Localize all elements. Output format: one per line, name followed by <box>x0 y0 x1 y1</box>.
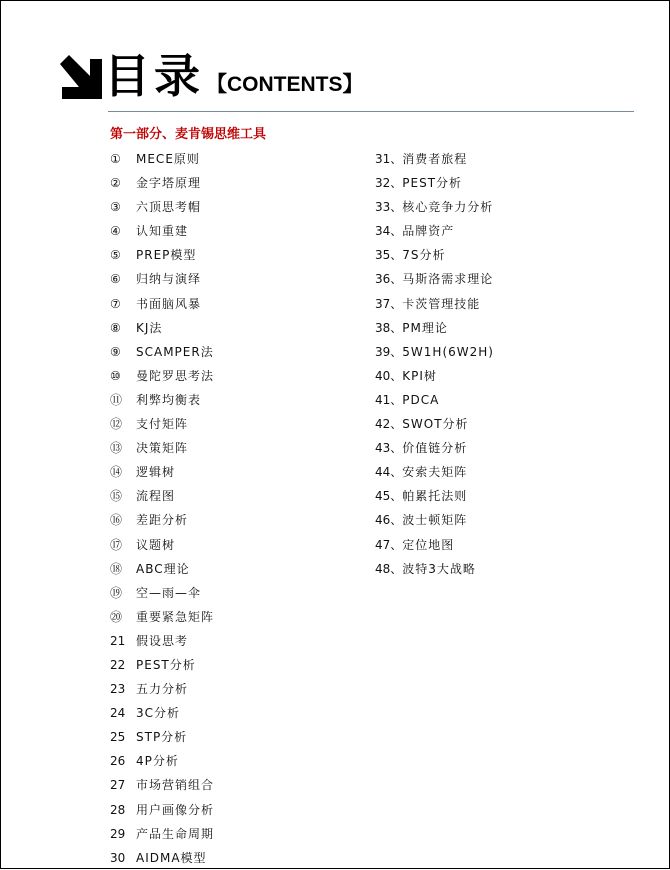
toc-item[interactable] <box>110 484 214 508</box>
toc-item[interactable] <box>110 605 214 629</box>
toc-item[interactable] <box>375 316 494 340</box>
toc-item-label: 价值链分析 <box>402 441 468 456</box>
toc-item-label: 六顶思考帽 <box>136 200 202 215</box>
toc-item-label: 用户画像分析 <box>136 802 215 817</box>
toc-item[interactable] <box>375 340 494 364</box>
toc-item-label: 差距分析 <box>136 513 189 528</box>
toc-item-label: 卡茨管理技能 <box>402 296 481 311</box>
toc-item-number: 31、 <box>375 152 403 166</box>
toc-item[interactable] <box>375 292 494 316</box>
arrow-down-right-icon <box>58 55 104 101</box>
toc-item-label: 核心竞争力分析 <box>402 200 494 215</box>
toc-item-label: 7S分析 <box>402 248 446 263</box>
toc-item-number: 33、 <box>375 200 403 215</box>
toc-item-label: 决策矩阵 <box>136 441 189 456</box>
toc-item-number: ⑬ <box>110 441 123 456</box>
toc-item[interactable] <box>110 219 214 243</box>
toc-item[interactable] <box>110 340 214 364</box>
toc-item-number: 39、 <box>375 344 403 359</box>
toc-item[interactable] <box>110 773 214 797</box>
toc-list-left <box>110 147 214 870</box>
toc-item[interactable] <box>375 508 494 532</box>
toc-item-label: 重要紧急矩阵 <box>136 609 215 624</box>
toc-item-number: ① <box>110 152 121 166</box>
toc-item-number: 41、 <box>375 392 403 407</box>
toc-item-label: PDCA <box>402 392 440 407</box>
toc-item-number: 40、 <box>375 368 403 383</box>
toc-item-number: ② <box>110 176 121 191</box>
divider <box>108 111 634 112</box>
toc-item[interactable] <box>110 749 214 773</box>
toc-item-label: 3C分析 <box>136 706 181 721</box>
toc-item-number: ⑮ <box>110 489 123 504</box>
toc-item[interactable] <box>375 267 494 291</box>
toc-item[interactable] <box>375 460 494 484</box>
toc-item-label: AIDMA模型 <box>136 850 207 865</box>
toc-item-number: ⑦ <box>110 296 121 311</box>
toc-item-label: 空—雨—伞 <box>136 585 202 600</box>
toc-item[interactable] <box>375 412 494 436</box>
toc-item-label: 支付矩阵 <box>136 417 189 432</box>
toc-item-label: 马斯洛需求理论 <box>402 272 494 287</box>
toc-item-label: 定位地图 <box>402 537 455 552</box>
toc-item-label: 议题树 <box>136 537 176 552</box>
section-heading: 第一部分、麦肯锡思维工具 <box>110 127 267 142</box>
toc-item-label: 产品生命周期 <box>136 826 215 841</box>
toc-item-number: 23 <box>110 682 126 697</box>
toc-item-number: 28 <box>110 802 126 817</box>
toc-item-number: ⑥ <box>110 272 121 287</box>
toc-item[interactable] <box>110 557 214 581</box>
toc-item[interactable] <box>110 677 214 701</box>
toc-item-number: 43、 <box>375 441 403 456</box>
toc-item-number: 42、 <box>375 417 403 432</box>
toc-item-label: 归纳与演绎 <box>136 272 202 287</box>
toc-item[interactable] <box>375 388 494 412</box>
toc-item-label: STP分析 <box>136 730 188 745</box>
toc-item-number: ⑪ <box>110 392 123 407</box>
toc-item-label: 品牌资产 <box>402 224 455 239</box>
toc-item[interactable] <box>110 292 214 316</box>
toc-item-number: 30 <box>110 850 126 865</box>
toc-item-label: 5W1H(6W2H) <box>402 344 494 359</box>
toc-item[interactable] <box>110 171 214 195</box>
toc-item-number: 36、 <box>375 272 403 287</box>
toc-item[interactable] <box>110 846 214 870</box>
toc-item[interactable] <box>375 364 494 388</box>
toc-item[interactable] <box>375 557 494 581</box>
toc-item-label: 利弊均衡表 <box>136 392 202 407</box>
toc-item-number: ④ <box>110 224 121 239</box>
toc-item-number: ⑨ <box>110 344 121 359</box>
toc-item-number: 25 <box>110 730 126 745</box>
toc-item-number: ⑫ <box>110 417 123 432</box>
toc-item-number: ⑱ <box>110 561 123 576</box>
toc-item[interactable] <box>110 460 214 484</box>
toc-item[interactable] <box>375 219 494 243</box>
toc-item-label: MECE原则 <box>136 152 200 166</box>
toc-item[interactable] <box>110 822 214 846</box>
toc-item-number: ⑩ <box>110 368 121 383</box>
toc-item[interactable] <box>110 436 214 460</box>
toc-list-right <box>375 147 494 581</box>
toc-item[interactable] <box>110 147 214 171</box>
toc-item-label: KPI树 <box>402 368 437 383</box>
toc-item-label: PEST分析 <box>136 657 196 672</box>
toc-item-label: 书面脑风暴 <box>136 296 202 311</box>
toc-item[interactable] <box>110 581 214 605</box>
toc-item-label: PEST分析 <box>402 176 463 191</box>
toc-item[interactable] <box>110 195 214 219</box>
toc-item[interactable] <box>110 364 214 388</box>
toc-item[interactable] <box>110 316 214 340</box>
toc-item[interactable] <box>110 725 214 749</box>
toc-item-number: 48、 <box>375 561 403 576</box>
toc-item-number: 22 <box>110 657 126 672</box>
toc-item-number: 38、 <box>375 320 403 335</box>
toc-item-number: ⑳ <box>110 609 123 624</box>
toc-item-number: 35、 <box>375 248 403 263</box>
toc-item-label: 流程图 <box>136 489 176 504</box>
toc-item[interactable] <box>375 436 494 460</box>
toc-item-label: SWOT分析 <box>402 417 469 432</box>
toc-item-number: 47、 <box>375 537 403 552</box>
toc-item-label: SCAMPER法 <box>136 344 214 359</box>
toc-item-label: 安索夫矩阵 <box>402 465 468 480</box>
toc-item-number: 45、 <box>375 489 403 504</box>
toc-item[interactable] <box>375 147 494 171</box>
toc-item-label: 认知重建 <box>136 224 189 239</box>
toc-item-number: 44、 <box>375 465 403 480</box>
toc-item[interactable] <box>110 508 214 532</box>
toc-item-label: 波士顿矩阵 <box>402 513 468 528</box>
toc-item-number: ⑤ <box>110 248 121 263</box>
toc-item-label: 曼陀罗思考法 <box>136 368 215 383</box>
toc-item-label: 金字塔原理 <box>136 176 202 191</box>
toc-item[interactable] <box>110 388 214 412</box>
page-subtitle: 【CONTENTS】 <box>206 73 364 96</box>
toc-item-label: PREP模型 <box>136 248 197 263</box>
toc-item[interactable] <box>110 533 214 557</box>
toc-item[interactable] <box>375 243 494 267</box>
toc-item[interactable] <box>110 653 214 677</box>
toc-item-number: ⑧ <box>110 320 121 335</box>
toc-item-label: 假设思考 <box>136 633 189 648</box>
toc-item-label: 消费者旅程 <box>402 152 468 166</box>
toc-item-label: PM理论 <box>402 320 448 335</box>
toc-item-label: 帕累托法则 <box>402 489 468 504</box>
toc-item-number: 32、 <box>375 176 403 191</box>
toc-item-number: ③ <box>110 200 121 215</box>
toc-item[interactable] <box>110 412 214 436</box>
toc-item[interactable] <box>110 243 214 267</box>
toc-item[interactable] <box>375 484 494 508</box>
toc-item-number: 37、 <box>375 296 403 311</box>
toc-item[interactable] <box>110 267 214 291</box>
toc-item[interactable] <box>375 195 494 219</box>
toc-item-number: 34、 <box>375 224 403 239</box>
toc-item-number: 27 <box>110 778 126 793</box>
toc-item-label: 五力分析 <box>136 682 189 697</box>
toc-item-label: 逻辑树 <box>136 465 176 480</box>
toc-item-number: 21 <box>110 633 126 648</box>
toc-item[interactable] <box>110 629 214 653</box>
toc-item[interactable] <box>375 533 494 557</box>
toc-item-label: ABC理论 <box>136 561 190 576</box>
toc-item-number: 26 <box>110 754 126 769</box>
toc-item-number: ⑭ <box>110 465 123 480</box>
toc-item-number: ⑲ <box>110 585 123 600</box>
toc-item-label: 市场营销组合 <box>136 778 215 793</box>
toc-item-label: KJ法 <box>136 320 163 335</box>
toc-item[interactable] <box>110 701 214 725</box>
toc-item-label: 波特3大战略 <box>402 561 476 576</box>
toc-item-number: 29 <box>110 826 126 841</box>
toc-item-number: 24 <box>110 706 126 721</box>
toc-item[interactable] <box>110 798 214 822</box>
toc-item-label: 4P分析 <box>136 754 179 769</box>
toc-item-number: 46、 <box>375 513 403 528</box>
page-title: 目录 <box>104 49 204 103</box>
toc-item[interactable] <box>375 171 494 195</box>
toc-item-number: ⑰ <box>110 537 123 552</box>
toc-item-number: ⑯ <box>110 513 123 528</box>
